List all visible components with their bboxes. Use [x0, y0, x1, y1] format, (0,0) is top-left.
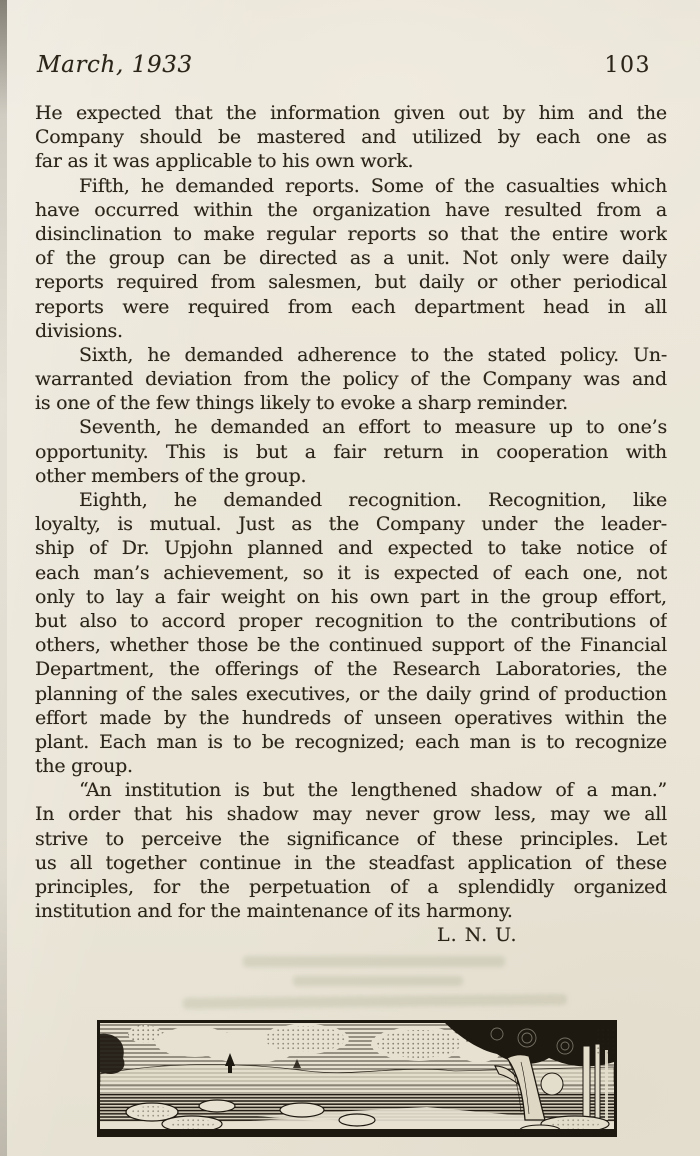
text-line: other members of the group. [35, 464, 307, 487]
text-line: the group. [35, 755, 133, 778]
page-header [35, 52, 667, 78]
text-line: “An institution is but the lengthened shadow of a man.” [79, 779, 667, 802]
author-initials: L. N. U. [437, 924, 518, 947]
text-line: Seventh, he demanded an effort to measure up to one’s [79, 416, 667, 439]
woodcut-landscape-tailpiece [97, 1020, 617, 1137]
text-line: opportunity. This is but a fair return in cooperation with [35, 440, 667, 463]
woodcut-illustration [97, 1020, 617, 1137]
text-line: reports were required from each department head in all [35, 295, 667, 318]
text-line: ship of Dr. Upjohn planned and expected to take notice of [35, 537, 667, 560]
text-line: is one of the few things likely to evoke a sharp reminder. [35, 392, 568, 415]
text-line: reports required from salesmen, but daily or other periodical [35, 271, 667, 294]
text-line: warranted deviation from the policy of the Company was and [35, 368, 667, 391]
text-line: of the group can be directed as a unit. Not only were daily [35, 247, 667, 270]
text-line: Sixth, he demanded adherence to the stated policy. Un- [79, 343, 667, 366]
paragraph [35, 343, 667, 416]
text-line: planning of the sales executives, or the daily grind of production [35, 682, 667, 705]
text-line: Company should be mastered and utilized by each one as [35, 126, 667, 149]
text-line: principles, for the perpetuation of a splendidly organized [35, 876, 667, 898]
scan-edge-shadow [0, 0, 7, 1156]
text-line: plant. Each man is to be recognized; each man is to recognize [35, 730, 667, 753]
text-line: have occurred within the organization have resulted from a [35, 198, 667, 221]
paragraph [35, 778, 667, 923]
text-line: He expected that the information given out by him and the [35, 102, 667, 124]
text-line: Department, the offerings of the Research Laboratories, the [35, 658, 667, 681]
text-line: but also to accord proper recognition to the contributions of [35, 609, 667, 632]
text-line: loyalty, is mutual. Just as the Company under the leader- [35, 513, 667, 536]
text-line: Eighth, he demanded recognition. Recognition, like [79, 489, 667, 511]
text-line: disinclination to make regular reports so that the entire work [35, 222, 667, 245]
paragraph [35, 101, 667, 174]
text-line: In order that his shadow may never grow less, may we all [35, 803, 667, 826]
issue-date: March, 1933 [37, 52, 193, 78]
article-body [35, 101, 667, 923]
text-line: Fifth, he demanded reports. Some of the casualties which [79, 174, 667, 197]
text-line: us all together continue in the steadfast application of these [35, 851, 667, 874]
text-line: others, whether those be the continued support of the Financial [35, 634, 667, 657]
text-line: far as it was applicable to his own work. [35, 150, 414, 173]
text-line: each man’s achievement, so it is expected of each one, not [35, 561, 667, 584]
page-number: 103 [604, 53, 651, 78]
text-line: effort made by the hundreds of unseen operatives within the [35, 706, 667, 729]
paragraph [35, 488, 667, 778]
text-line: strive to perceive the significance of these principles. Let [35, 827, 667, 850]
paragraph [35, 174, 667, 343]
show-through-text [35, 954, 667, 1006]
text-line: only to lay a fair weight on his own part in the group effort, [35, 585, 667, 608]
paragraph [35, 415, 667, 488]
text-line: divisions. [35, 319, 123, 342]
text-line: institution and for the maintenance of its harmony. [35, 900, 513, 923]
